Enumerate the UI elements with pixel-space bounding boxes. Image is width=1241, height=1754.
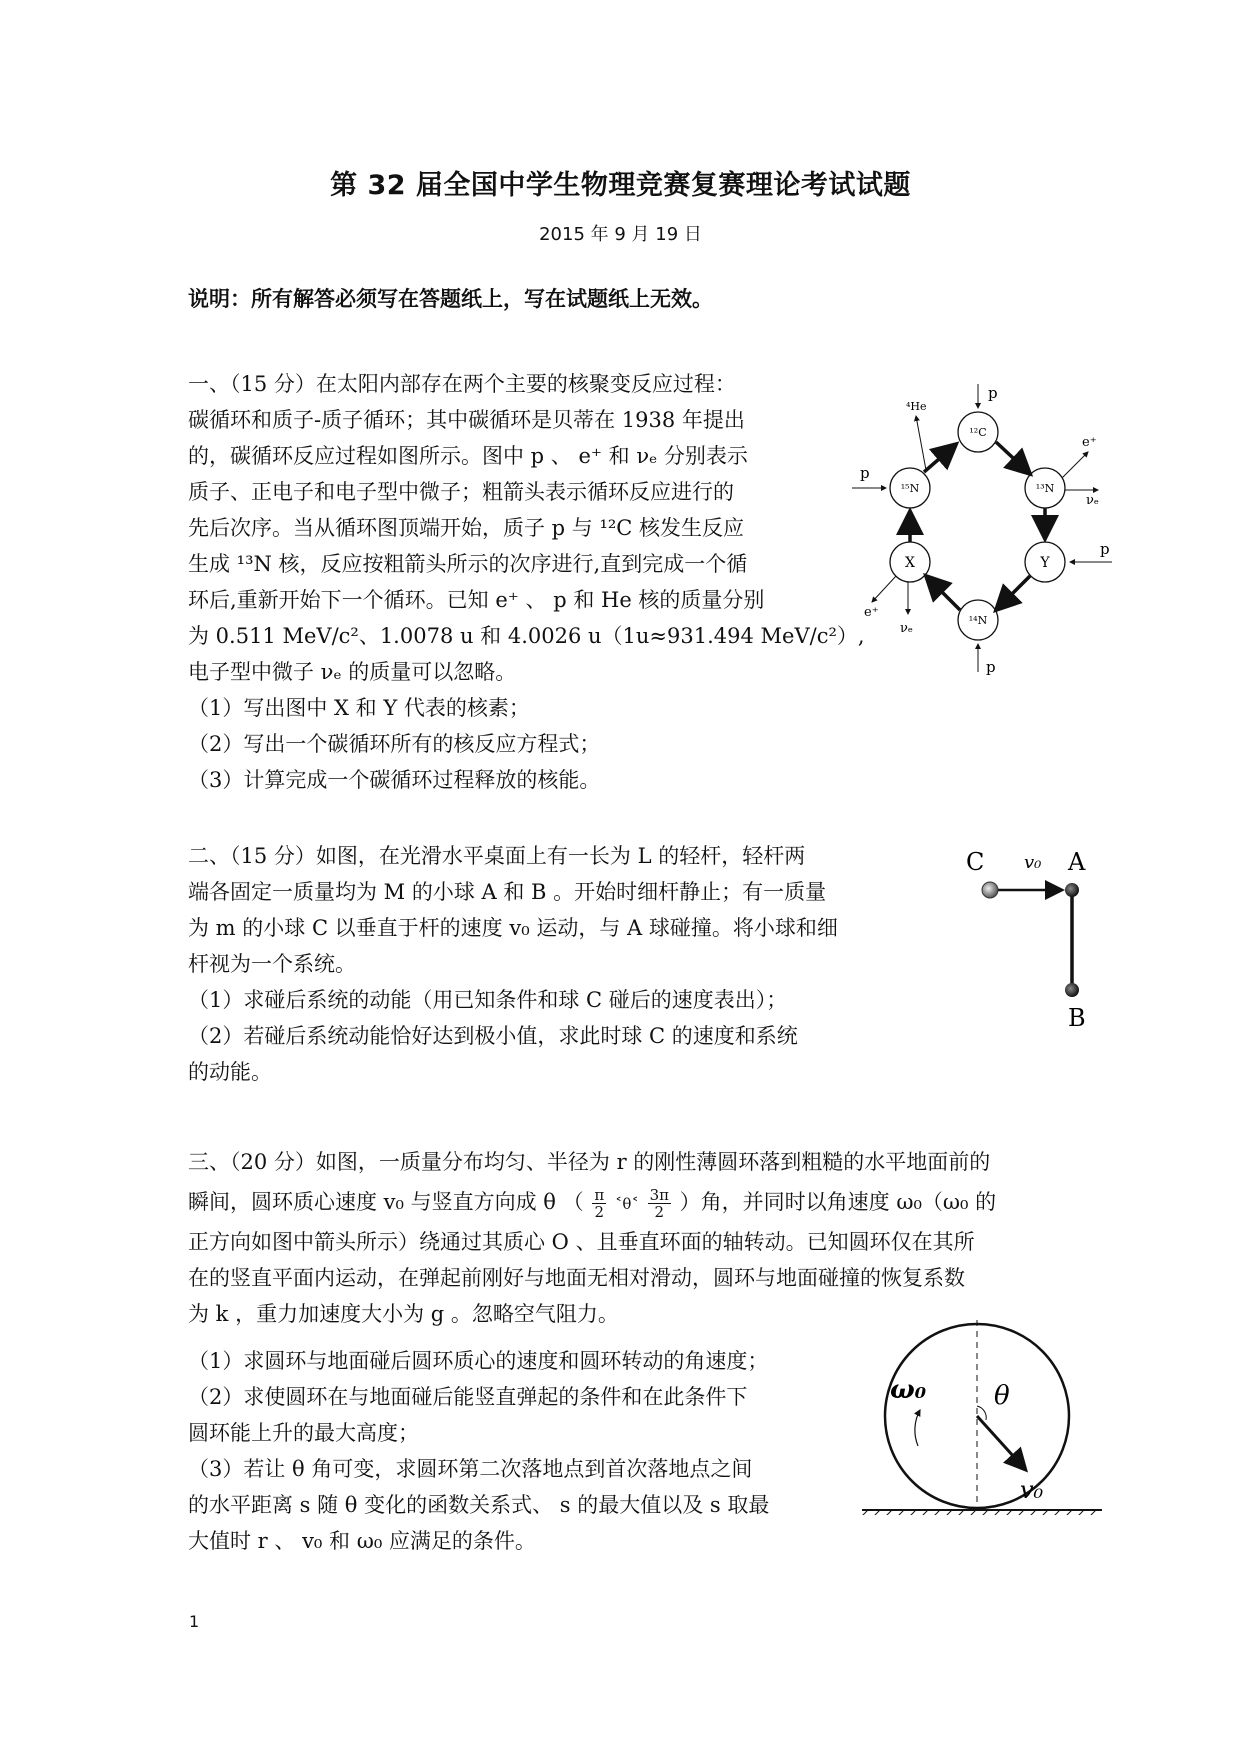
q1-sub-1: （1）写出图中 X 和 Y 代表的核素；	[188, 696, 530, 720]
question-3-subparts	[188, 1343, 858, 1559]
rod-diagram	[960, 838, 1110, 1038]
svg-text:¹⁴N: ¹⁴N	[968, 614, 988, 627]
q3-sub-3: （3）若让 θ 角可变，求圆环第二次落地点到首次落地点之间	[188, 1457, 753, 1481]
q3-line-pre: 瞬间，圆环质心速度 v₀ 与竖直方向成 θ （	[188, 1190, 584, 1214]
label-p-right: p	[1100, 540, 1110, 558]
node-n13-right	[1025, 468, 1065, 508]
label-omega: ω₀	[890, 1375, 927, 1405]
node-n14	[958, 600, 998, 640]
q1-line: 电子型中微子 νₑ 的质量可以忽略。	[188, 660, 517, 684]
node-y	[1025, 542, 1065, 582]
q1-line: 的，碳循环反应过程如图所示。图中 p 、 e⁺ 和 νₑ 分别表示	[188, 444, 748, 468]
q1-line: 环后,重新开始下一个循环。已知 e⁺ 、 p 和 He 核的质量分别	[188, 588, 765, 612]
ball-a	[1065, 883, 1079, 897]
page-title: 第 32 届全国中学生物理竞赛复赛理论考试试题	[330, 170, 911, 201]
svg-text:Y: Y	[1040, 555, 1050, 571]
carbon-cycle-diagram	[850, 380, 1130, 680]
label-p-bottom: p	[986, 658, 996, 676]
q3-line-post: ）角，并同时以角速度 ω₀（ω₀ 的	[679, 1190, 997, 1214]
exam-date: 2015 年 9 月 19 日	[539, 224, 702, 245]
frac-den: 2	[594, 1203, 605, 1221]
node-n15	[890, 468, 930, 508]
q2-line: 杆视为一个系统。	[188, 952, 356, 976]
q2-sub-2: （2）若碰后系统动能恰好达到极小值，求此时球 C 的速度和系统	[188, 1024, 798, 1048]
q1-line: 生成 ¹³N 核，反应按粗箭头所示的次序进行,直到完成一个循	[188, 552, 748, 576]
node-c12	[958, 412, 998, 452]
label-eplus-right: e⁺	[1082, 435, 1097, 450]
label-v0: v₀	[1024, 852, 1042, 873]
q3-sub-1: （1）求圆环与地面碰后圆环质心的速度和圆环转动的角速度；	[188, 1349, 769, 1373]
q1-sub-2: （2）写出一个碳循环所有的核反应方程式；	[188, 732, 601, 756]
arrow-n15-c12	[924, 446, 954, 472]
positron-out-left	[872, 576, 896, 602]
positron-out-right	[1062, 452, 1088, 478]
q3-line	[188, 1180, 1108, 1224]
label-nue-left: νₑ	[900, 621, 913, 636]
q3-line: 正方向如图中箭头所示）绕通过其质心 O 、且垂直环面的轴转动。已知圆环仅在其所	[188, 1230, 975, 1254]
label-a: A	[1068, 848, 1086, 876]
ball-c	[982, 882, 998, 898]
fraction-pi-over-2	[592, 1187, 606, 1220]
q1-line: 为 0.511 MeV/c²、1.0078 u 和 4.0026 u（1u≈931.494 MeV/c²）,	[188, 624, 865, 648]
label-nue-right: νₑ	[1086, 493, 1099, 508]
instruction: 说明：所有解答必须写在答题纸上，写在试题纸上无效。	[188, 287, 713, 311]
ball-b	[1065, 983, 1079, 997]
rotation-arrow	[915, 1410, 920, 1446]
frac-num: 3π	[649, 1186, 669, 1204]
q1-line: 质子、正电子和电子型中微子；粗箭头表示循环反应进行的	[188, 480, 734, 504]
label-c: C	[966, 848, 985, 876]
label-he: ⁴He	[906, 400, 927, 413]
page-number: 1	[189, 1612, 200, 1631]
q3-sub-line: 的水平距离 s 随 θ 变化的函数关系式、 s 的最大值以及 s 取最	[188, 1493, 770, 1517]
label-p-left: p	[860, 464, 870, 482]
q3-sub-2: （2）求使圆环在与地面碰后能竖直弹起的条件和在此条件下	[188, 1385, 748, 1409]
velocity-arrow	[977, 1416, 1024, 1468]
q1-line: 一、（15 分）在太阳内部存在两个主要的核聚变反应过程：	[188, 372, 736, 396]
q3-line: 为 k ，重力加速度大小为 g 。忽略空气阻力。	[188, 1302, 619, 1326]
arrow-y-n14	[998, 576, 1030, 608]
spacer	[924, 414, 938, 458]
arrow-c12-n13	[996, 442, 1028, 472]
fraction-3pi-over-2	[648, 1187, 671, 1220]
frac-den: 2	[654, 1203, 665, 1221]
svg-text:X: X	[905, 555, 915, 571]
q1-line: 碳循环和质子-质子循环；其中碳循环是贝蒂在 1938 年提出	[188, 408, 745, 432]
svg-text:¹⁵N: ¹⁵N	[900, 482, 920, 495]
q2-line: 端各固定一质量均为 M 的小球 A 和 B 。开始时细杆静止；有一质量	[188, 880, 827, 904]
ring-diagram	[862, 1320, 1102, 1515]
q3-sub-line: 圆环能上升的最大高度；	[188, 1421, 419, 1445]
inequality-symbol: ˂θ˂	[614, 1195, 639, 1213]
q3-line: 三、（20 分）如图，一质量分布均匀、半径为 r 的刚性薄圆环落到粗糙的水平地面前的	[188, 1150, 991, 1174]
q3-line: 在的竖直平面内运动，在弹起前刚好与地面无相对滑动，圆环与地面碰撞的恢复系数	[188, 1266, 965, 1290]
question-1	[188, 366, 865, 798]
q1-sub-3: （3）计算完成一个碳循环过程释放的核能。	[188, 768, 601, 792]
frac-num: π	[594, 1186, 605, 1204]
q2-line: 二、（15 分）如图，在光滑水平桌面上有一长为 L 的轻杆，轻杆两	[188, 844, 806, 868]
arrow-n14-x	[928, 578, 960, 610]
label-b: B	[1068, 1004, 1086, 1032]
helium-out	[916, 416, 926, 470]
q3-sub-line: 大值时 r 、 v₀ 和 ω₀ 应满足的条件。	[188, 1529, 536, 1553]
label-p-top: p	[988, 384, 998, 402]
q2-line: 的动能。	[188, 1060, 272, 1084]
question-2	[188, 838, 918, 1090]
question-3	[188, 1144, 1108, 1332]
svg-text:¹³N: ¹³N	[1035, 482, 1055, 495]
label-v0: v₀	[1020, 1476, 1044, 1504]
svg-text:¹²C: ¹²C	[969, 426, 987, 439]
label-eplus-left: e⁺	[864, 605, 879, 620]
q2-sub-1: （1）求碰后系统的动能（用已知条件和球 C 碰后的速度表出）；	[188, 988, 788, 1012]
label-theta: θ	[994, 1381, 1010, 1411]
q2-line: 为 m 的小球 C 以垂直于杆的速度 v₀ 运动，与 A 球碰撞。将小球和细	[188, 916, 838, 940]
q1-line: 先后次序。当从循环图顶端开始，质子 p 与 ¹²C 核发生反应	[188, 516, 745, 540]
